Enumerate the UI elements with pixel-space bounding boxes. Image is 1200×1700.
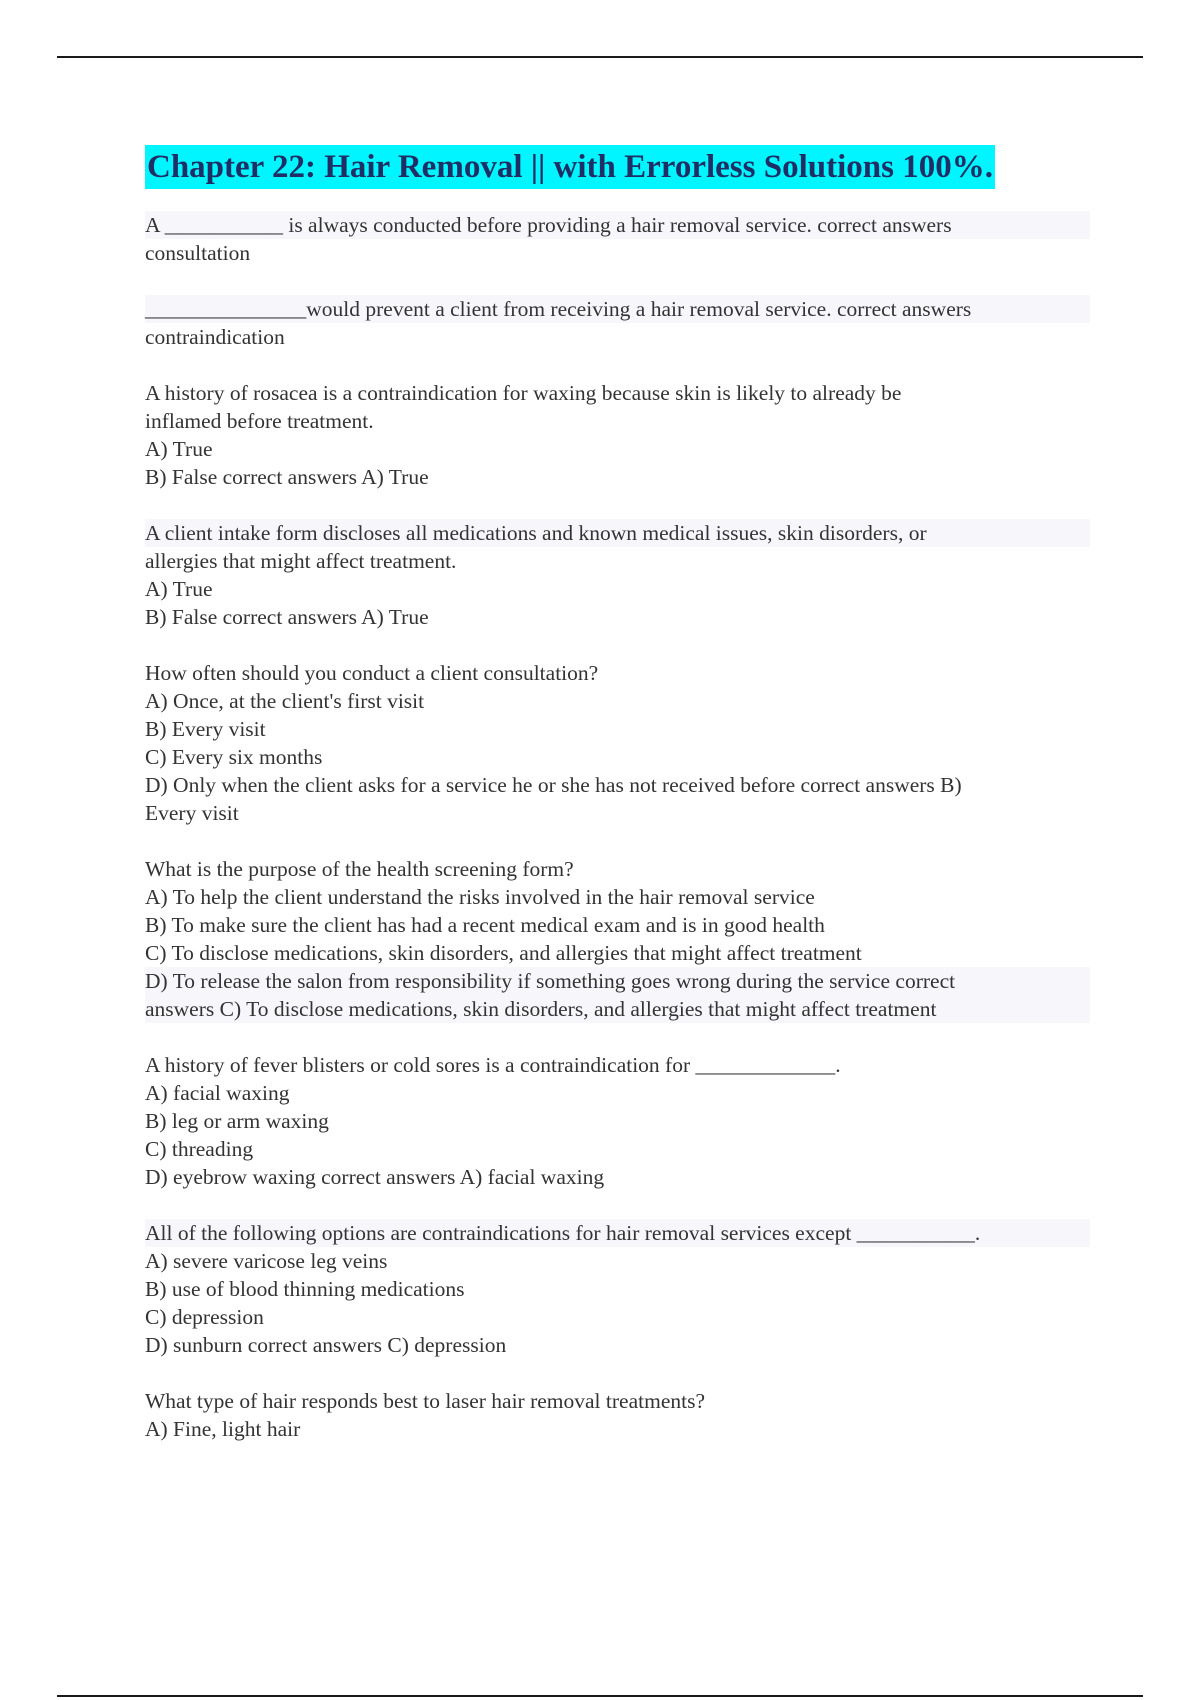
qa-line: A ___________ is always conducted before providing a hair removal service. correct answers	[145, 211, 1090, 239]
qa-line: A) Fine, light hair	[145, 1417, 301, 1441]
qa-line: inflamed before treatment.	[145, 409, 374, 433]
qa-item-7	[145, 1051, 1090, 1191]
qa-line: allergies that might affect treatment.	[145, 549, 457, 573]
qa-line: What is the purpose of the health screening form?	[145, 857, 574, 881]
qa-item-6	[145, 855, 1090, 1023]
document-title: Chapter 22: Hair Removal || with Errorless Solutions 100%.	[145, 145, 995, 189]
qa-line: A) Once, at the client's first visit	[145, 689, 425, 713]
qa-line: C) Every six months	[145, 745, 323, 769]
qa-line: A) To help the client understand the risks involved in the hair removal service	[145, 885, 815, 909]
document-body	[145, 145, 1090, 1471]
qa-line: All of the following options are contraindications for hair removal services except ___________.	[145, 1219, 1090, 1247]
qa-line: A) severe varicose leg veins	[145, 1249, 388, 1273]
qa-line: B) False correct answers A) True	[145, 465, 429, 489]
qa-line: B) use of blood thinning medications	[145, 1277, 465, 1301]
qa-line: D) sunburn correct answers C) depression	[145, 1333, 507, 1357]
qa-line: How often should you conduct a client consultation?	[145, 661, 599, 685]
qa-line: consultation	[145, 241, 251, 265]
qa-line: A client intake form discloses all medications and known medical issues, skin disorders, or	[145, 519, 1090, 547]
qa-line: A history of fever blisters or cold sores is a contraindication for _____________.	[145, 1053, 841, 1077]
qa-line: B) Every visit	[145, 717, 266, 741]
qa-line: What type of hair responds best to laser hair removal treatments?	[145, 1389, 705, 1413]
qa-item-8	[145, 1219, 1090, 1359]
qa-item-5	[145, 659, 1090, 827]
qa-line: B) To make sure the client has had a recent medical exam and is in good health	[145, 913, 825, 937]
qa-line: C) To disclose medications, skin disorders, and allergies that might affect treatment	[145, 941, 862, 965]
qa-line: B) leg or arm waxing	[145, 1109, 329, 1133]
qa-line: D) To release the salon from responsibility if something goes wrong during the service correct	[145, 967, 1090, 995]
qa-item-1	[145, 211, 1090, 267]
qa-line: contraindication	[145, 325, 285, 349]
qa-item-2	[145, 295, 1090, 351]
qa-line: D) Only when the client asks for a service he or she has not received before correct answers B)	[145, 773, 962, 797]
qa-line: A history of rosacea is a contraindication for waxing because skin is likely to already be	[145, 381, 902, 405]
qa-line: _______________would prevent a client from receiving a hair removal service. correct answers	[145, 295, 1090, 323]
top-rule	[57, 56, 1143, 58]
qa-line: A) True	[145, 577, 213, 601]
qa-line: B) False correct answers A) True	[145, 605, 429, 629]
qa-item-4	[145, 519, 1090, 631]
qa-line: Every visit	[145, 801, 239, 825]
qa-line: C) threading	[145, 1137, 254, 1161]
qa-line: answers C) To disclose medications, skin disorders, and allergies that might affect treatment	[145, 995, 1090, 1023]
qa-line: C) depression	[145, 1305, 264, 1329]
bottom-rule	[57, 1695, 1143, 1697]
qa-line: D) eyebrow waxing correct answers A) facial waxing	[145, 1165, 605, 1189]
qa-item-9	[145, 1387, 1090, 1443]
qa-item-3	[145, 379, 1090, 491]
qa-line: A) facial waxing	[145, 1081, 290, 1105]
qa-line: A) True	[145, 437, 213, 461]
